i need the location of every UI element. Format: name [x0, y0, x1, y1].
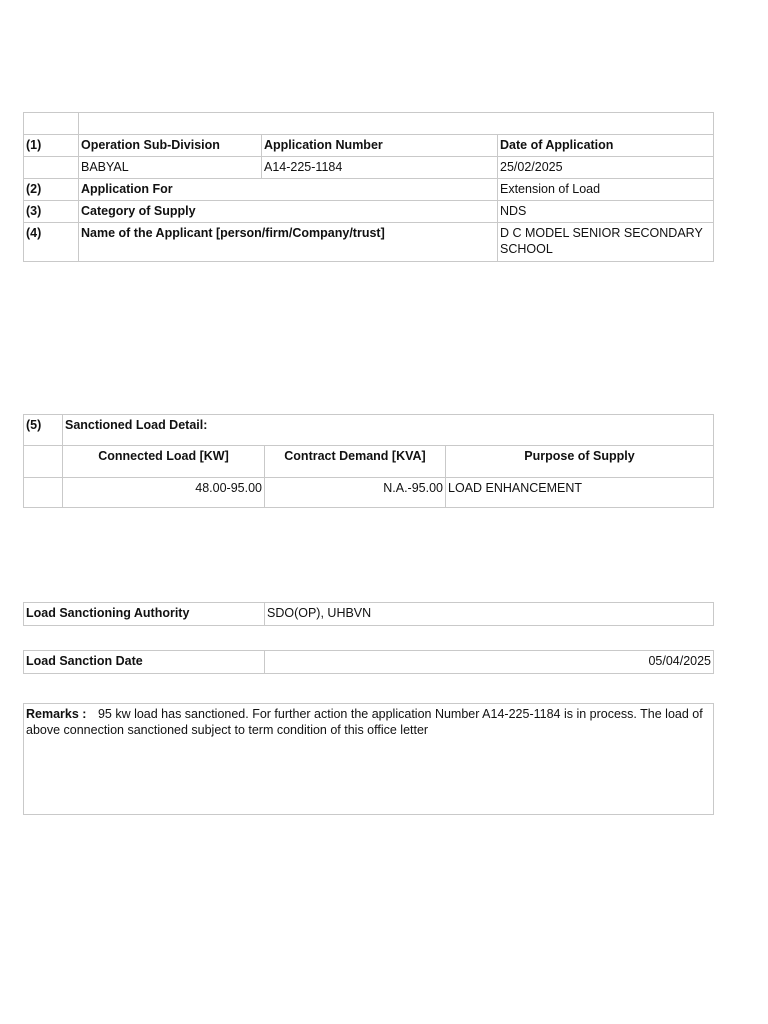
applicant-name-value: D C MODEL SENIOR SECONDARY SCHOOL — [500, 226, 703, 256]
category-of-supply-value: NDS — [498, 201, 713, 223]
date-of-application-value: 25/02/2025 — [498, 157, 713, 179]
application-number-header: Application Number — [262, 135, 498, 157]
sanctioned-load-table — [23, 414, 714, 508]
section-4-number: (4) — [24, 223, 79, 261]
connected-load-header: Connected Load [KW] — [63, 446, 265, 478]
applicant-name-label: Name of the Applicant [person/firm/Company/trust] — [79, 223, 498, 261]
sanctioning-authority-row — [23, 602, 714, 626]
remarks-box — [23, 703, 714, 815]
sanction-date-value: 05/04/2025 — [648, 654, 711, 668]
section-2-number: (2) — [24, 179, 79, 201]
purpose-of-supply-header: Purpose of Supply — [446, 446, 713, 478]
date-of-application-header: Date of Application — [498, 135, 713, 157]
category-of-supply-label: Category of Supply — [79, 201, 498, 223]
empty-cell — [24, 478, 63, 507]
application-details-table — [23, 112, 714, 262]
sub-division-header: Operation Sub-Division — [79, 135, 262, 157]
empty-cell — [24, 157, 79, 179]
empty-cell — [24, 113, 79, 135]
empty-cell — [24, 446, 63, 478]
connected-load-value: 48.00-95.00 — [63, 478, 265, 507]
contract-demand-value: N.A.-95.00 — [265, 478, 446, 507]
sanctioned-load-title: Sanctioned Load Detail: — [63, 415, 713, 446]
remarks-label: Remarks : — [26, 707, 87, 721]
application-for-value: Extension of Load — [498, 179, 713, 201]
sanction-date-label: Load Sanction Date — [24, 651, 265, 673]
empty-cell — [79, 113, 713, 135]
contract-demand-header: Contract Demand [KVA] — [265, 446, 446, 478]
remarks-text: 95 kw load has sanctioned. For further action the application Number A14-225-1184 is in process. The load of above connection sanctioned subject to term condition of this office letter — [26, 707, 703, 737]
section-1-number: (1) — [24, 135, 79, 157]
application-for-label: Application For — [79, 179, 498, 201]
purpose-of-supply-value: LOAD ENHANCEMENT — [448, 481, 583, 495]
section-5-number: (5) — [24, 415, 63, 446]
authority-value: SDO(OP), UHBVN — [267, 606, 372, 620]
sub-division-value: BABYAL — [79, 157, 262, 179]
application-number-value: A14-225-1184 — [262, 157, 498, 179]
sanction-date-row — [23, 650, 714, 674]
authority-label: Load Sanctioning Authority — [24, 603, 265, 625]
section-3-number: (3) — [24, 201, 79, 223]
